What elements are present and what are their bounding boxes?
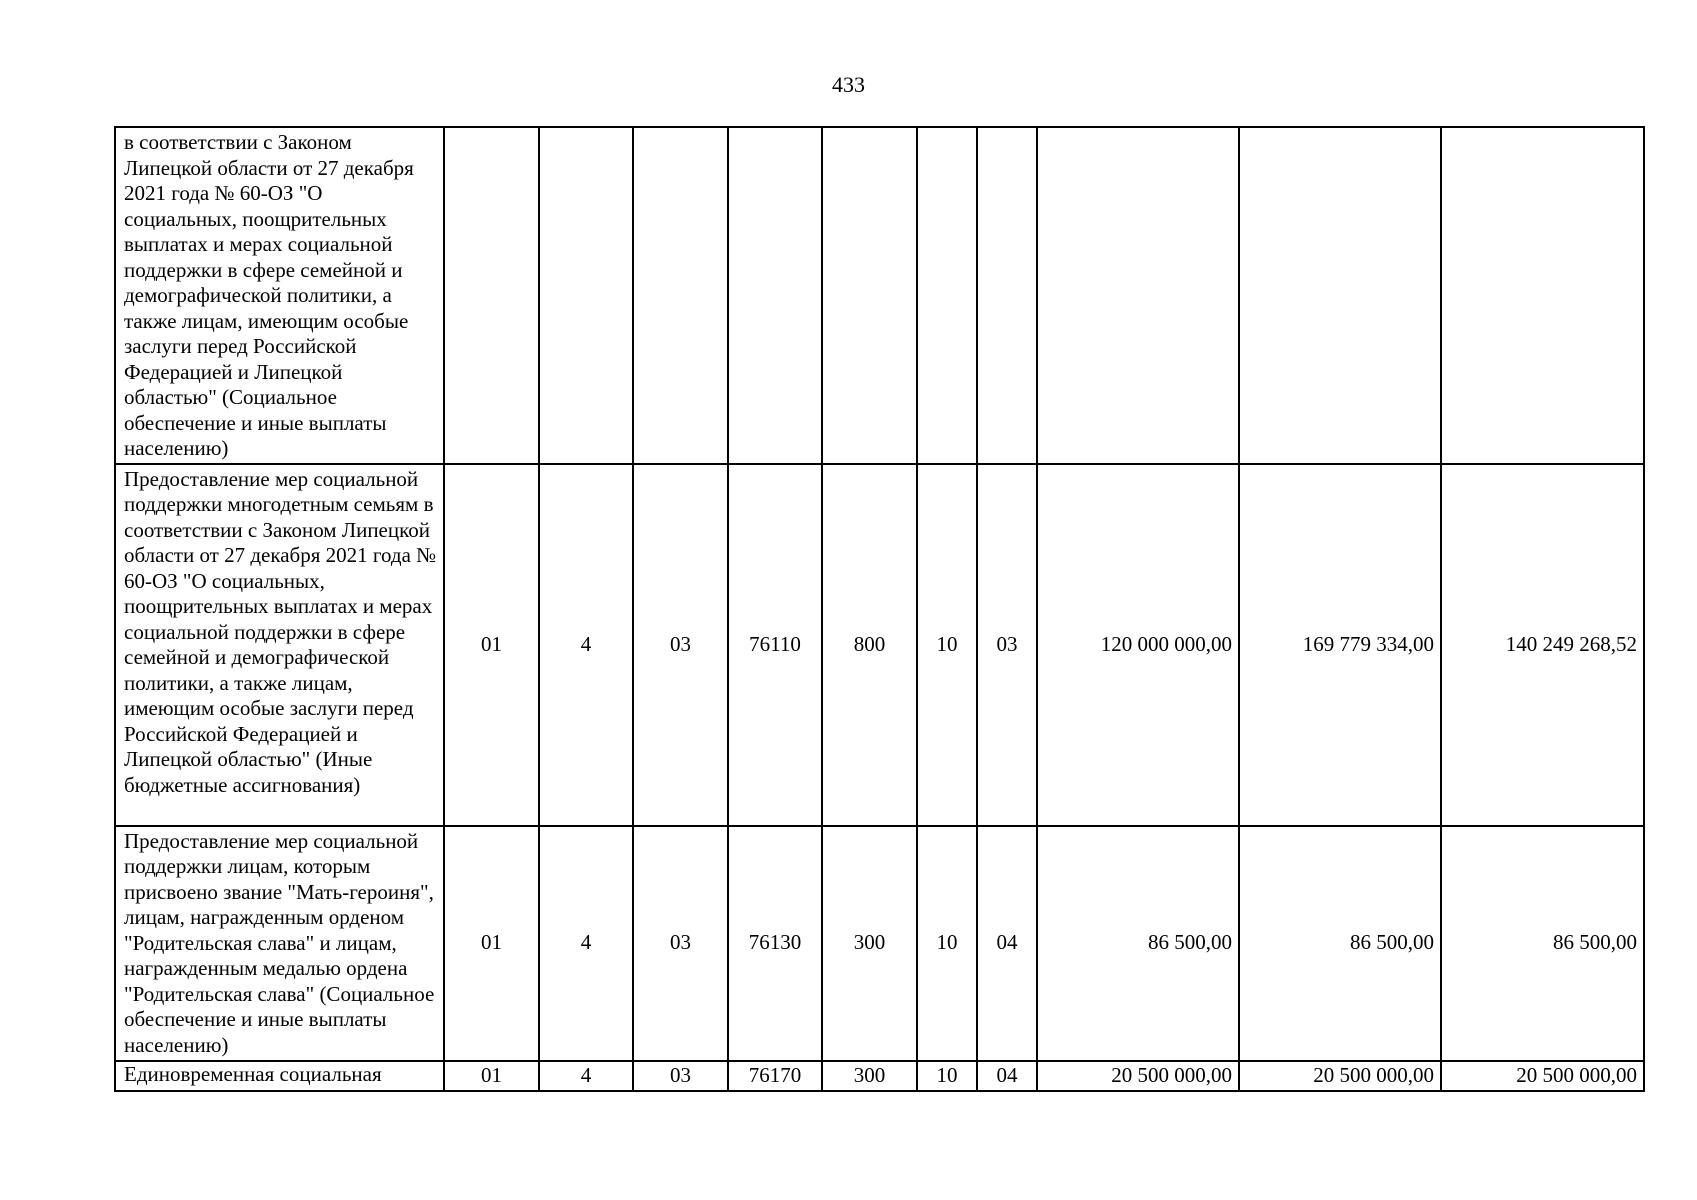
amount-cell: 20 500 000,00 (1441, 1061, 1644, 1091)
code-cell: 300 (822, 826, 917, 1061)
code-cell (539, 127, 633, 464)
code-cell (977, 127, 1037, 464)
code-cell: 76170 (728, 1061, 822, 1091)
code-cell: 03 (633, 464, 728, 826)
code-cell: 300 (822, 1061, 917, 1091)
code-cell: 03 (977, 464, 1037, 826)
row-description: Предоставление мер социальной поддержки лицам, которым присвоено звание "Мать-героиня", лицам, награжденным орденом "Родительская слава" и лицам, награжденным медалью ордена "Родительская слава" (Социальное обеспечение и иные выплаты населению) (115, 826, 444, 1061)
table-row (115, 127, 1644, 464)
budget-table (114, 126, 1645, 1092)
code-cell: 01 (444, 464, 539, 826)
table-row (115, 1061, 1644, 1091)
code-cell: 01 (444, 1061, 539, 1091)
page-number: 433 (832, 72, 865, 97)
row-description: Единовременная социальная (115, 1061, 444, 1091)
code-cell (444, 127, 539, 464)
table-row (115, 826, 1644, 1061)
code-cell: 03 (633, 826, 728, 1061)
code-cell: 76130 (728, 826, 822, 1061)
code-cell (822, 127, 917, 464)
amount-cell: 20 500 000,00 (1239, 1061, 1441, 1091)
code-cell: 10 (917, 464, 977, 826)
row-description: Предоставление мер социальной поддержки многодетным семьям в соответствии с Законом Липецкой области от 27 декабря 2021 года № 60-ОЗ "О социальных, поощрительных выплатах и мерах социальной поддержки в сфере семейной и демографической политики, а также лицам, имеющим особые заслуги перед Российской Федерацией и Липецкой областью" (Иные бюджетные ассигнования) (115, 464, 444, 826)
amount-cell: 86 500,00 (1037, 826, 1239, 1061)
code-cell: 10 (917, 826, 977, 1061)
table-row (115, 464, 1644, 826)
amount-cell (1441, 127, 1644, 464)
code-cell: 4 (539, 1061, 633, 1091)
amount-cell: 86 500,00 (1441, 826, 1644, 1061)
code-cell (633, 127, 728, 464)
amount-cell: 169 779 334,00 (1239, 464, 1441, 826)
code-cell: 800 (822, 464, 917, 826)
code-cell: 01 (444, 826, 539, 1061)
code-cell: 4 (539, 826, 633, 1061)
code-cell: 04 (977, 826, 1037, 1061)
amount-cell: 20 500 000,00 (1037, 1061, 1239, 1091)
amount-cell: 120 000 000,00 (1037, 464, 1239, 826)
amount-cell (1239, 127, 1441, 464)
code-cell: 4 (539, 464, 633, 826)
code-cell: 76110 (728, 464, 822, 826)
code-cell: 10 (917, 1061, 977, 1091)
code-cell (728, 127, 822, 464)
code-cell: 04 (977, 1061, 1037, 1091)
row-description: в соответствии с Законом Липецкой области от 27 декабря 2021 года № 60-ОЗ "О социальных, поощрительных выплатах и мерах социальной поддержки в сфере семейной и демографической политики, а также лицам, имеющим особые заслуги перед Российской Федерацией и Липецкой областью" (Социальное обеспечение и иные выплаты населению) (115, 127, 444, 464)
code-cell (917, 127, 977, 464)
amount-cell: 140 249 268,52 (1441, 464, 1644, 826)
amount-cell: 86 500,00 (1239, 826, 1441, 1061)
code-cell: 03 (633, 1061, 728, 1091)
amount-cell (1037, 127, 1239, 464)
